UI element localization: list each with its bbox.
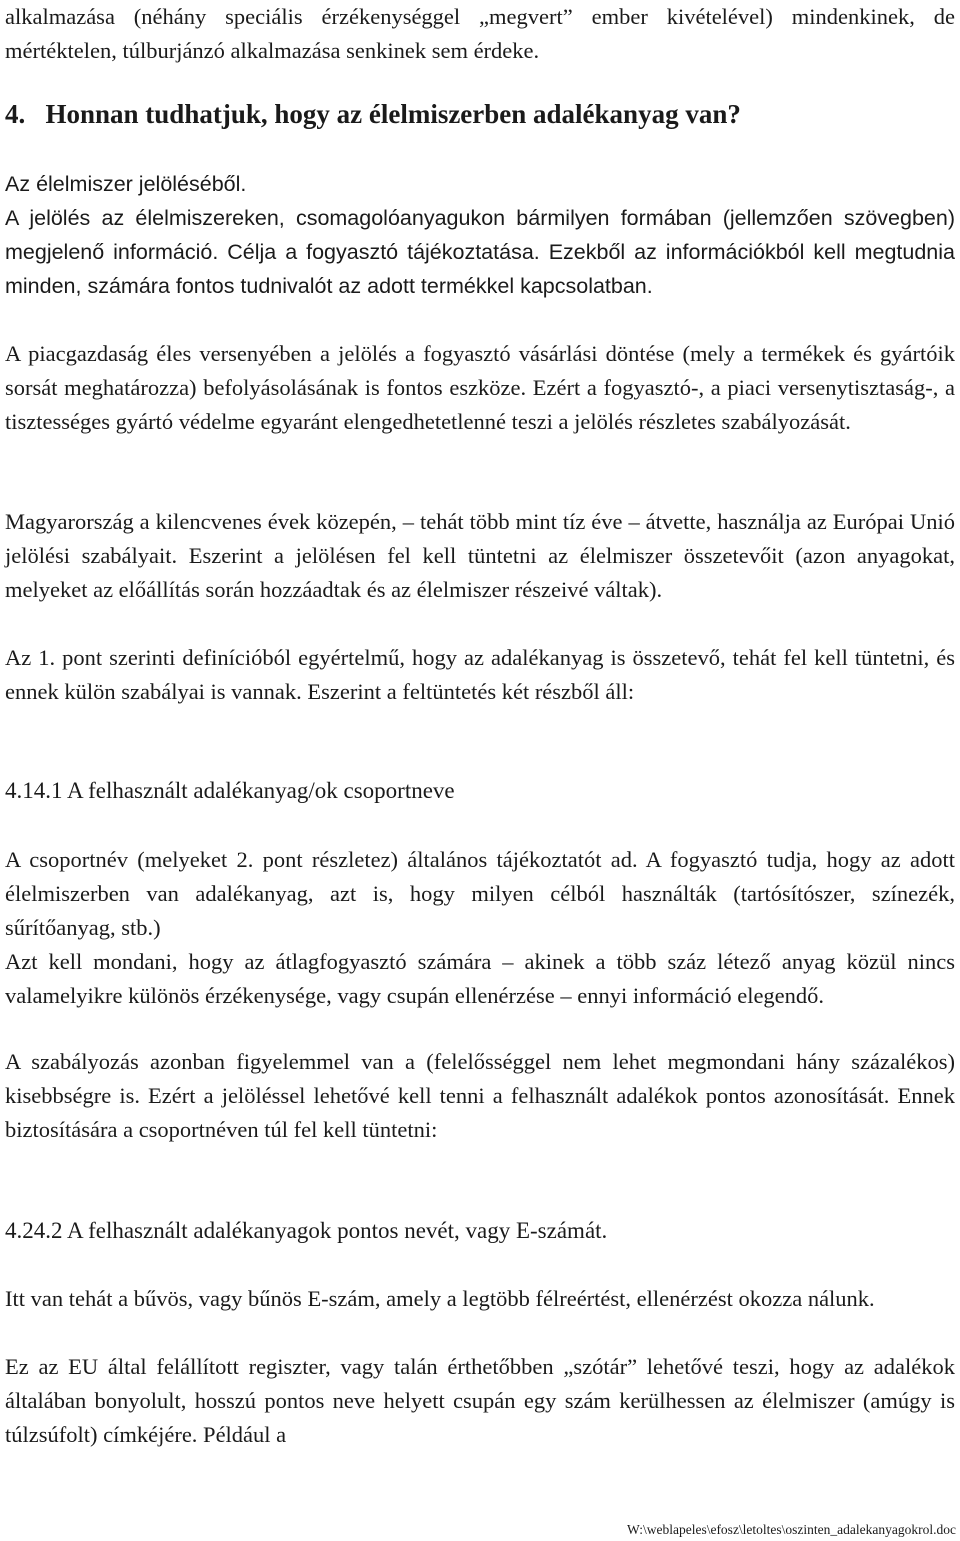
subheading-group-name: 4.14.1 A felhasznált adalékanyag/ok csoportneve	[5, 778, 455, 803]
labeling-paragraph: A jelölés az élelmiszereken, csomagolóanyagukon bármilyen formában (jellemzően szövegben) megjelenő információ. Célja a fogyasztó tájékoztatása. Ezekből az információkból kell megtudnia minden, számára fontos tudnivalót az adott termékkel kapcsolatban.	[5, 206, 955, 298]
e-number-paragraph: Itt van tehát a bűvös, vagy bűnös E-szám, amely a legtöbb félreértést, ellenérzést okozza nálunk.	[5, 1286, 875, 1311]
market-paragraph: A piacgazdaság éles versenyében a jelölés a fogyasztó vásárlási döntése (mely a termékek és gyártóik sorsát meghatározza) befolyásolásának is fontos eszköze. Ezért a fogyasztó-, a piaci versenytisztaság-, a tisztességes gyártó védelme egyaránt elengedhetetlenné teszi a jelölés részletes szabályozását.	[5, 341, 955, 434]
regulation-paragraph: A szabályozás azonban figyelemmel van a (felelősséggel nem lehet megmondani hány százalékos) kisebbségre is. Ezért a jelöléssel lehetővé kell tenni a felhasznált adalékok pontos azonosítását. Ennek biztosítására a csoportnéven túl fel kell tüntetni:	[5, 1049, 955, 1142]
average-consumer-paragraph: Azt kell mondani, hogy az átlagfogyasztó számára – akinek a több száz létező anyag közül nincs valamelyikre különös érzékenysége, vagy csupán ellenérzése – ennyi információ elegendő.	[5, 949, 955, 1008]
intro-continuation: alkalmazása (néhány speciális érzékenységgel „megvert” ember kivételével) mindenkinek, de mértéktelen, túlburjánzó alkalmazása senkinek sem érdeke.	[5, 4, 955, 63]
footer-file-path: W:\weblapeles\efosz\letoltes\oszinten_adalekanyagokrol.doc	[626, 1522, 956, 1537]
group-name-paragraph: A csoportnév (melyeket 2. pont részletez) általános tájékoztatót ad. A fogyasztó tudja, hogy az adott élelmiszerben van adalékanyag, azt is, hogy milyen célból használták (tartósítószer, színezék, sűrítőanyag, stb.)	[5, 847, 955, 940]
definition-paragraph: Az 1. pont szerinti definícióból egyértelmű, hogy az adalékanyag is összetevő, tehát fel kell tüntetni, és ennek külön szabályai is vannak. Eszerint a feltüntetés két részből áll:	[5, 645, 955, 704]
eu-register-paragraph: Ez az EU által felállított regiszter, vagy talán érthetőbben „szótár” lehetővé teszi, hogy az adalékok általában bonyolult, hosszú pontos neve helyett csupán egy szám kerülhessen az élelmiszer (amúgy is túlzsúfolt) címkéjére. Például a	[5, 1354, 955, 1447]
answer-line: Az élelmiszer jelöléséből.	[5, 172, 247, 196]
subheading-e-number: 4.24.2 A felhasznált adalékanyagok pontos nevét, vagy E-számát.	[5, 1218, 608, 1243]
hungary-paragraph: Magyarország a kilencvenes évek közepén, – tehát több mint tíz éve – átvette, használja az Európai Unió jelölési szabályait. Eszerint a jelölésen fel kell tüntetni az élelmiszer összetevőit (azon anyagokat, melyeket az előállítás során hozzáadtak és az élelmiszer részeivé váltak).	[5, 509, 955, 602]
section-heading: 4. Honnan tudhatjuk, hogy az élelmiszerben adalékanyag van?	[5, 99, 741, 129]
